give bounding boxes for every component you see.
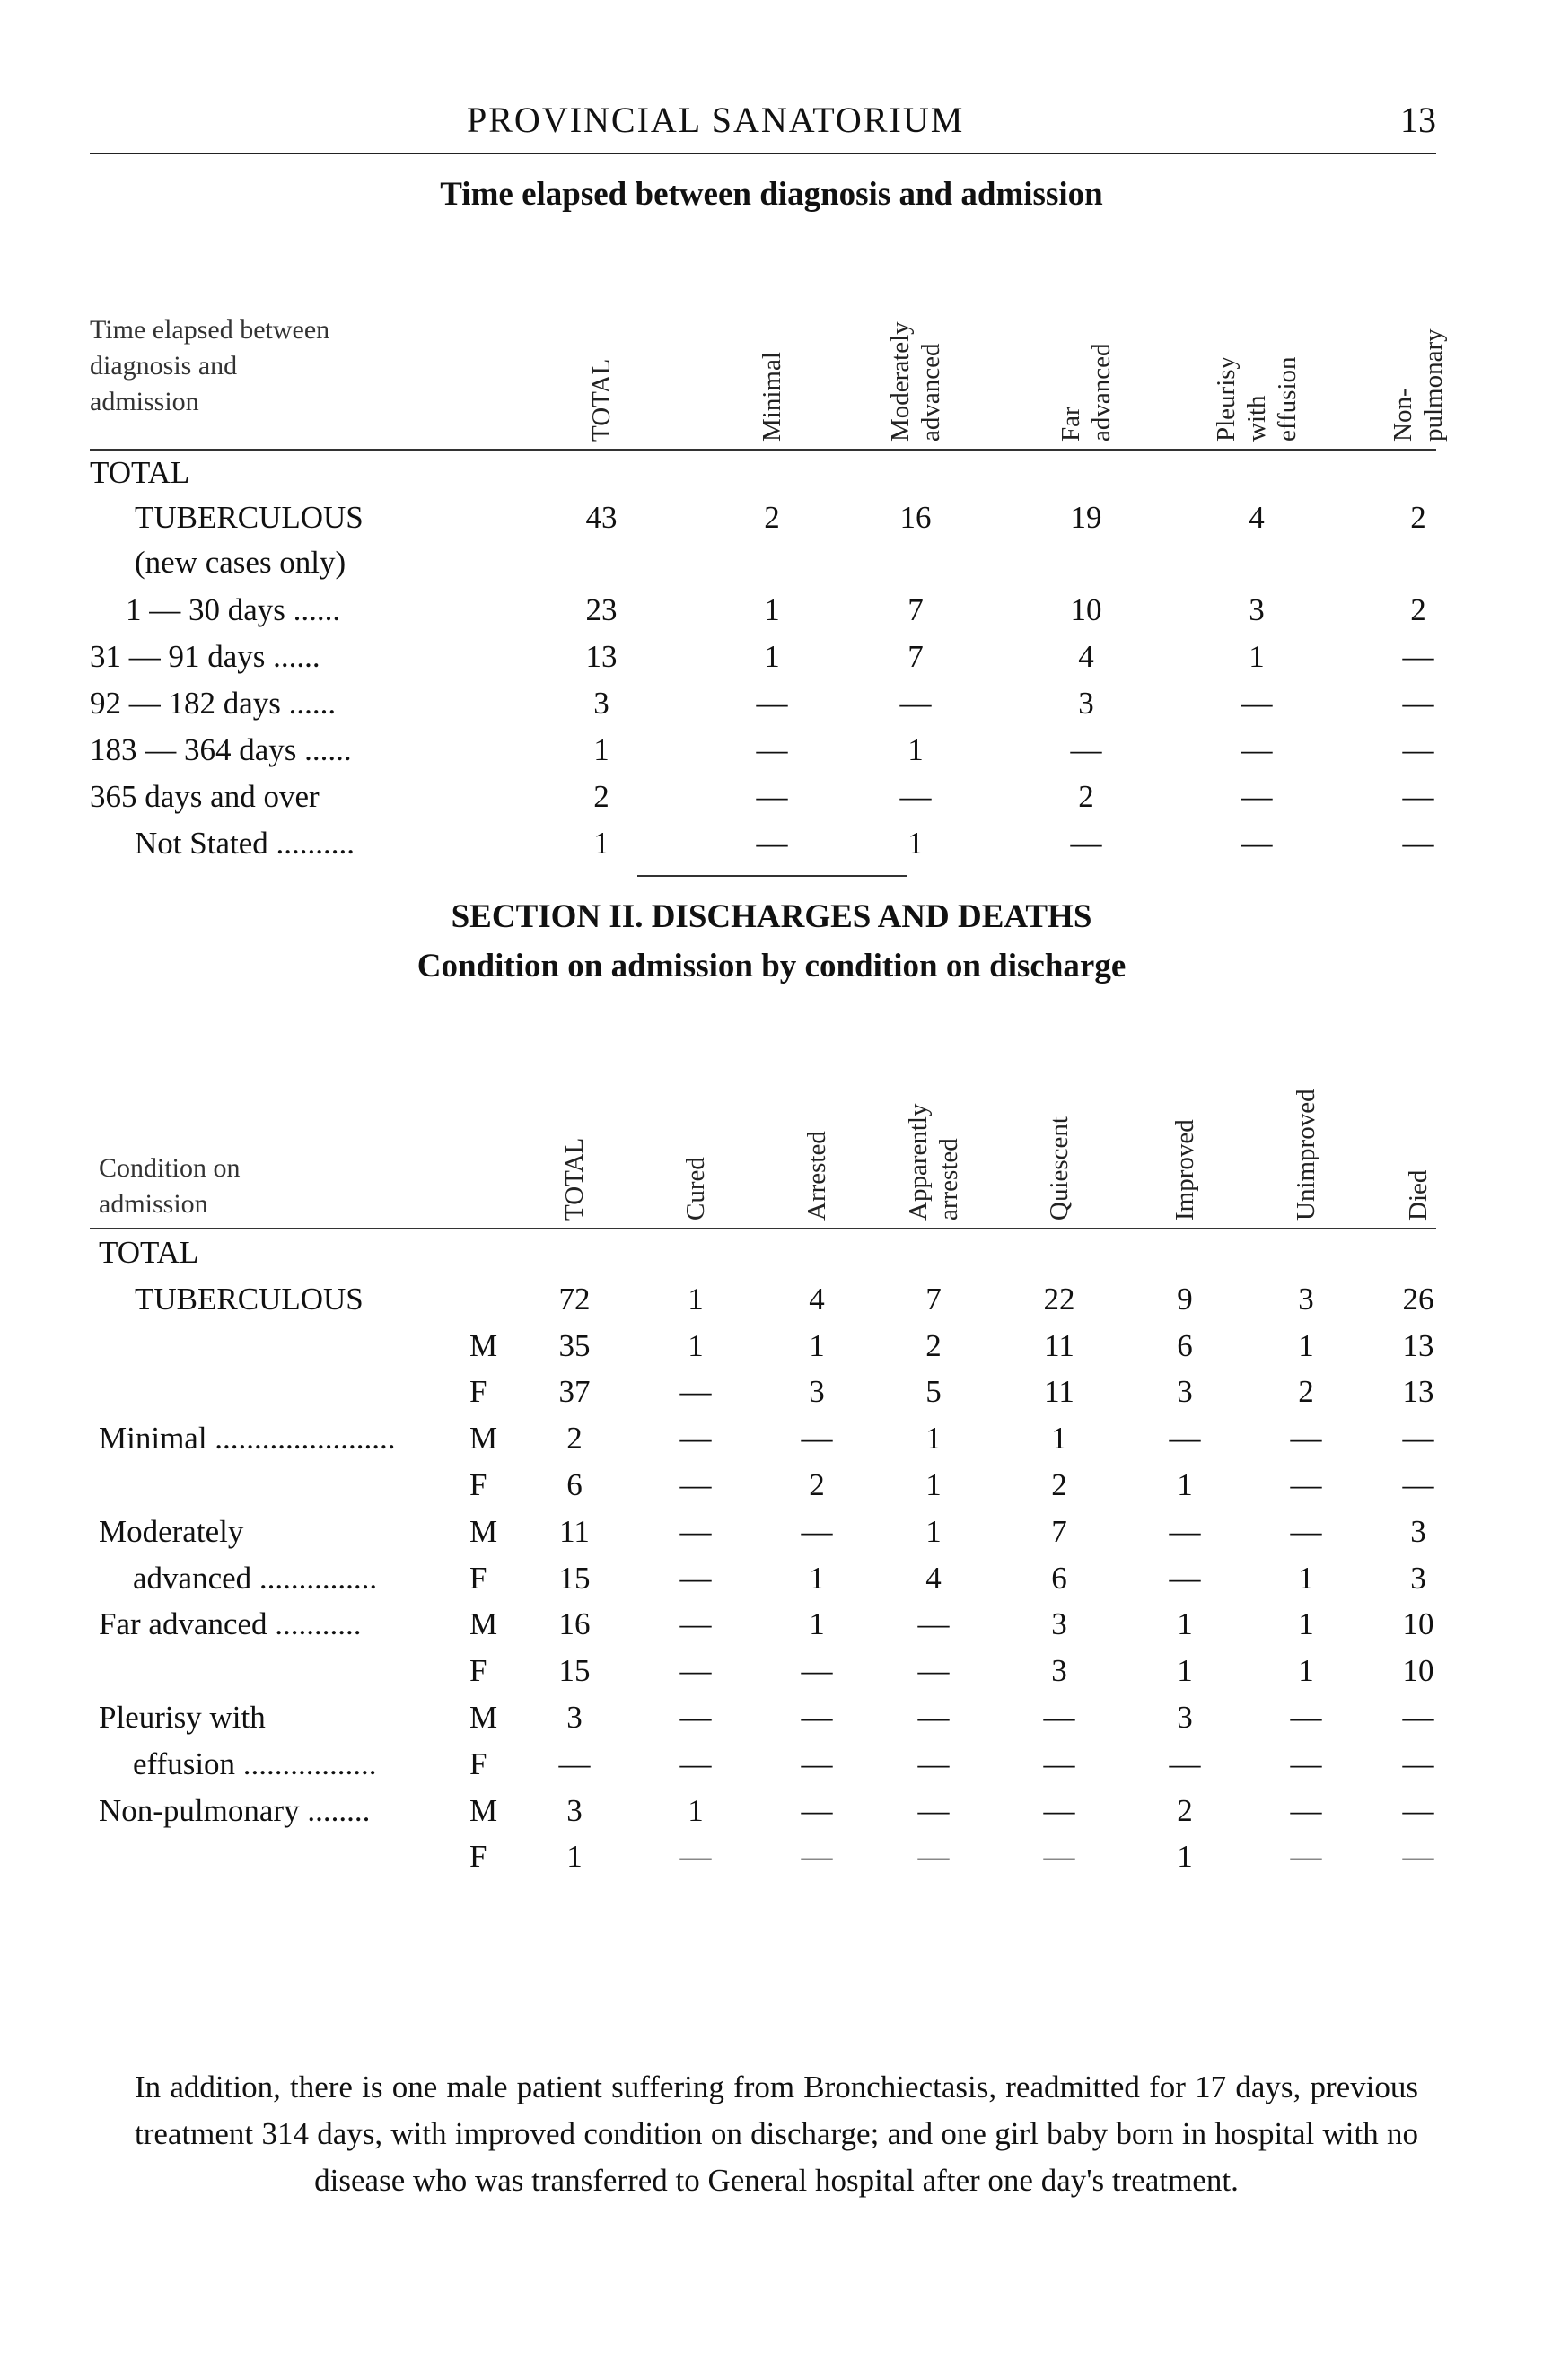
table1-stub-header — [90, 312, 329, 420]
table2-row-label: advanced ............... — [133, 1561, 378, 1596]
table2-cell: 22 — [1043, 1282, 1075, 1317]
table2-cell: — — [679, 1839, 712, 1874]
table2-cell: 11 — [1044, 1328, 1074, 1363]
table1-total-label: TUBERCULOUS — [135, 500, 364, 535]
table1-cell: 1 — [764, 592, 780, 627]
table2-cell: 1 — [1177, 1467, 1193, 1502]
table2-cell: 2 — [1298, 1374, 1314, 1409]
table1-cell: 1 — [907, 826, 924, 861]
table2-sex-label: F — [469, 1653, 487, 1688]
table1-cell: 13 — [585, 639, 618, 674]
section2-subheading: Condition on admission by condition on discharge — [416, 948, 1127, 984]
table2-cell: 1 — [688, 1282, 704, 1317]
table2-cell: — — [558, 1746, 591, 1781]
table1-cell: — — [756, 826, 788, 861]
table2-cell: 6 — [1177, 1328, 1193, 1363]
table2-cell: — — [801, 1514, 833, 1549]
table1-cell: 3 — [1078, 686, 1094, 721]
table2-cell: — — [1043, 1700, 1075, 1735]
table1-row-label: 365 days and over — [90, 779, 320, 814]
table1-cell: — — [1241, 686, 1273, 721]
table2-cell: 1 — [688, 1328, 704, 1363]
table2-cell: — — [1043, 1746, 1075, 1781]
table2-cell: — — [801, 1793, 833, 1828]
table1-cell: 3 — [593, 686, 609, 721]
table1-cell: 2 — [1410, 592, 1426, 627]
table2-cell: — — [679, 1374, 712, 1409]
table2-cell: — — [801, 1653, 833, 1688]
table2-sex-label: M — [469, 1514, 498, 1549]
table2-cell: — — [917, 1793, 950, 1828]
table2-cell: — — [1290, 1700, 1322, 1735]
table1-total-label: TOTAL — [90, 455, 190, 490]
table2-cell: 1 — [1177, 1606, 1193, 1641]
table1-cell: 1 — [593, 732, 609, 767]
table2-cell: — — [1290, 1514, 1322, 1549]
table2-cell: 6 — [1051, 1561, 1067, 1596]
table1-cell: 1 — [1249, 639, 1265, 674]
table2-row-label: Moderately — [99, 1514, 244, 1549]
table2-sex-label: M — [469, 1606, 498, 1641]
table2-cell: 10 — [1402, 1606, 1434, 1641]
table1-column-header: TOTAL — [587, 358, 616, 442]
table2-cell: — — [679, 1746, 712, 1781]
table2-cell: — — [679, 1561, 712, 1596]
table2-cell: 1 — [1298, 1561, 1314, 1596]
table2-cell: 1 — [1298, 1653, 1314, 1688]
section2-heading: SECTION II. DISCHARGES AND DEATHS — [451, 898, 1092, 935]
table2-cell: 7 — [1051, 1514, 1067, 1549]
table1-total-label: (new cases only) — [135, 545, 346, 580]
table2-cell: — — [1169, 1514, 1201, 1549]
table1-row-label: 1 — 30 days ...... — [126, 592, 341, 627]
table2-cell: 15 — [558, 1653, 591, 1688]
table2-cell: 37 — [558, 1374, 591, 1409]
table1-row-label: 92 — 182 days ...... — [90, 686, 337, 721]
table2-cell: — — [1290, 1839, 1322, 1874]
table2-row-label: Non-pulmonary ........ — [99, 1793, 371, 1828]
table2-column-header: Improved — [1170, 1119, 1199, 1221]
table2-cell: — — [1169, 1421, 1201, 1456]
table2-cell: 9 — [1177, 1282, 1193, 1317]
table2-cell: — — [679, 1467, 712, 1502]
table2-cell: — — [917, 1839, 950, 1874]
table1-total-value: 16 — [899, 500, 932, 535]
table2-cell: 1 — [1177, 1653, 1193, 1688]
table2-cell: 1 — [809, 1328, 825, 1363]
table2-sex-label: M — [469, 1328, 498, 1363]
table2-cell: 3 — [566, 1700, 583, 1735]
table1-cell: — — [1402, 779, 1434, 814]
table1-cell: 3 — [1249, 592, 1265, 627]
table2-row-label: TUBERCULOUS — [135, 1282, 364, 1317]
table2-cell: 1 — [688, 1793, 704, 1828]
table2-cell: 1 — [925, 1467, 942, 1502]
table1-row-label: 183 — 364 days ...... — [90, 732, 352, 767]
table2-cell: 3 — [809, 1374, 825, 1409]
table1-header-rule — [90, 449, 1436, 451]
table2-cell: 11 — [559, 1514, 590, 1549]
table2-column-header: Cured — [681, 1157, 710, 1221]
table1-cell: — — [1241, 779, 1273, 814]
table2-sex-label: F — [469, 1561, 487, 1596]
table1-cell: 7 — [907, 592, 924, 627]
table1-column-header: Non- pulmonary — [1389, 328, 1448, 442]
table2-column-header: Apparently arrested — [904, 1103, 963, 1221]
table2-cell: 1 — [1177, 1839, 1193, 1874]
table1-cell: — — [1402, 732, 1434, 767]
table2-cell: 4 — [809, 1282, 825, 1317]
table1-stub-header-line: Time elapsed between — [90, 315, 330, 345]
table2-cell: — — [1043, 1839, 1075, 1874]
table2-cell: 13 — [1402, 1374, 1434, 1409]
table1-cell: — — [756, 732, 788, 767]
table2-cell: — — [917, 1746, 950, 1781]
table2-cell: 3 — [1051, 1653, 1067, 1688]
table1-cell: — — [756, 686, 788, 721]
table2-row-label: Pleurisy with — [99, 1700, 266, 1735]
table1-cell: — — [1402, 639, 1434, 674]
table1-cell: — — [1402, 686, 1434, 721]
table2-cell: 3 — [1410, 1514, 1426, 1549]
table1-cell: — — [1241, 826, 1273, 861]
table1-cell: 2 — [593, 779, 609, 814]
table1-row-label: 31 — 91 days ...... — [90, 639, 320, 674]
table2-cell: 2 — [566, 1421, 583, 1456]
table2-cell: 13 — [1402, 1328, 1434, 1363]
table2-cell: 5 — [925, 1374, 942, 1409]
table2-cell: — — [1402, 1467, 1434, 1502]
table1-cell: 2 — [1078, 779, 1094, 814]
table1-total-value: 2 — [1410, 500, 1426, 535]
table2-cell: 10 — [1402, 1653, 1434, 1688]
table2-column-header: Quiescent — [1045, 1116, 1074, 1221]
footnote-paragraph: In addition, there is one male patient suffering from Bronchiectasis, readmitted for 17 days, previous treatment 314 days, with improved condition on discharge; and one girl baby born in hospital with no disease who was transferred to General hospital after one day's treatment. — [135, 2069, 1418, 2198]
table2-cell: 1 — [1298, 1328, 1314, 1363]
table2-cell: — — [1402, 1839, 1434, 1874]
table2-cell: 11 — [1044, 1374, 1074, 1409]
table1-title: Time elapsed between diagnosis and admission — [440, 176, 1103, 213]
table1-cell: 23 — [585, 592, 618, 627]
table2-cell: 1 — [1298, 1606, 1314, 1641]
table2-cell: 4 — [925, 1561, 942, 1596]
running-head — [90, 99, 1436, 154]
table2-cell: — — [801, 1746, 833, 1781]
table2-row-label: effusion ................. — [133, 1746, 377, 1781]
table1-cell: 10 — [1070, 592, 1102, 627]
table2-cell: — — [1043, 1793, 1075, 1828]
table2-cell: 35 — [558, 1328, 591, 1363]
table2-column-header: Died — [1404, 1169, 1433, 1221]
table2-cell: 2 — [809, 1467, 825, 1502]
table1-stub-header-line: admission — [90, 387, 199, 416]
table1-cell: 1 — [907, 732, 924, 767]
table2-sex-label: F — [469, 1839, 487, 1874]
table2-cell: — — [679, 1606, 712, 1641]
section-divider — [637, 875, 907, 877]
table2-cell: — — [801, 1700, 833, 1735]
table1-total-value: 19 — [1070, 500, 1102, 535]
table2-cell: 1 — [809, 1561, 825, 1596]
table2-cell: — — [801, 1839, 833, 1874]
table2-cell: 2 — [1177, 1793, 1193, 1828]
table2-sex-label: M — [469, 1700, 498, 1735]
table1-stub-header-line: diagnosis and — [90, 351, 238, 381]
table2-cell: — — [1402, 1700, 1434, 1735]
table1-column-header: Far advanced — [1056, 343, 1116, 442]
table2-header-rule — [90, 1228, 1436, 1229]
table1-cell: 1 — [764, 639, 780, 674]
table2-cell: 6 — [566, 1467, 583, 1502]
table2-cell: — — [1169, 1746, 1201, 1781]
table2-cell: 1 — [925, 1514, 942, 1549]
table2-cell: 1 — [809, 1606, 825, 1641]
table1-total-value: 4 — [1249, 500, 1265, 535]
table2-column-header: Arrested — [802, 1131, 831, 1221]
table2-row-label: Far advanced ........... — [99, 1606, 362, 1641]
table2-sex-label: F — [469, 1746, 487, 1781]
table2-stub-header — [99, 1151, 241, 1222]
table2-cell: — — [1290, 1746, 1322, 1781]
table2-sex-label: F — [469, 1467, 487, 1502]
table2-column-header: TOTAL — [560, 1137, 589, 1221]
table2-sex-label: F — [469, 1374, 487, 1409]
table1-total-value: 43 — [585, 500, 618, 535]
table2-cell: — — [917, 1700, 950, 1735]
table2-cell: — — [679, 1653, 712, 1688]
table2-cell: — — [1290, 1793, 1322, 1828]
table2-sex-label: M — [469, 1793, 498, 1828]
table2-cell: 3 — [1051, 1606, 1067, 1641]
table1-cell: 1 — [593, 826, 609, 861]
table1-cell: — — [756, 779, 788, 814]
table2-cell: — — [1290, 1421, 1322, 1456]
table2-cell: — — [1402, 1746, 1434, 1781]
table2-cell: — — [679, 1421, 712, 1456]
table2-cell: 16 — [558, 1606, 591, 1641]
table2-cell: — — [1402, 1421, 1434, 1456]
table2-cell: — — [679, 1700, 712, 1735]
table1-cell: — — [899, 686, 932, 721]
table1-row-label: Not Stated .......... — [135, 826, 355, 861]
table2-cell: 3 — [1410, 1561, 1426, 1596]
page-number: 13 — [1400, 100, 1436, 140]
table2-stub-header-line: admission — [99, 1189, 208, 1219]
table2-cell: 3 — [1298, 1282, 1314, 1317]
table2-cell: 2 — [925, 1328, 942, 1363]
table1-cell: — — [1070, 826, 1102, 861]
table1-cell: — — [1241, 732, 1273, 767]
table2-cell: 26 — [1402, 1282, 1434, 1317]
table2-cell: 1 — [1051, 1421, 1067, 1456]
table1-cell: — — [1070, 732, 1102, 767]
table1-cell: 4 — [1078, 639, 1094, 674]
table1-cell: — — [899, 779, 932, 814]
table2-cell: — — [801, 1421, 833, 1456]
table1-cell: — — [1402, 826, 1434, 861]
table2-cell: — — [1290, 1467, 1322, 1502]
table2-column-header: Unimproved — [1292, 1089, 1320, 1221]
table2-stub-header-line: Condition on — [99, 1153, 241, 1183]
table2-cell: 1 — [925, 1421, 942, 1456]
table1-column-header: Moderately advanced — [886, 321, 945, 442]
table2-cell: 3 — [1177, 1374, 1193, 1409]
table1-column-header: Pleurisy with effusion — [1212, 355, 1302, 442]
table1-column-header: Minimal — [758, 352, 786, 442]
table2-cell: — — [1169, 1561, 1201, 1596]
table2-row-label: TOTAL — [99, 1235, 199, 1270]
table2-cell: 1 — [566, 1839, 583, 1874]
table2-cell: 72 — [558, 1282, 591, 1317]
table2-cell: 3 — [1177, 1700, 1193, 1735]
table2-cell: 3 — [566, 1793, 583, 1828]
table2-cell: — — [917, 1653, 950, 1688]
table2-cell: 15 — [558, 1561, 591, 1596]
table2-cell: — — [917, 1606, 950, 1641]
table2-cell: — — [679, 1514, 712, 1549]
table2-sex-label: M — [469, 1421, 498, 1456]
running-head-title: PROVINCIAL SANATORIUM — [467, 100, 965, 140]
table1-total-value: 2 — [764, 500, 780, 535]
table2-cell: — — [1402, 1793, 1434, 1828]
table2-cell: 2 — [1051, 1467, 1067, 1502]
table2-row-label: Minimal ....................... — [99, 1421, 396, 1456]
table1-cell: 7 — [907, 639, 924, 674]
table2-cell: 7 — [925, 1282, 942, 1317]
